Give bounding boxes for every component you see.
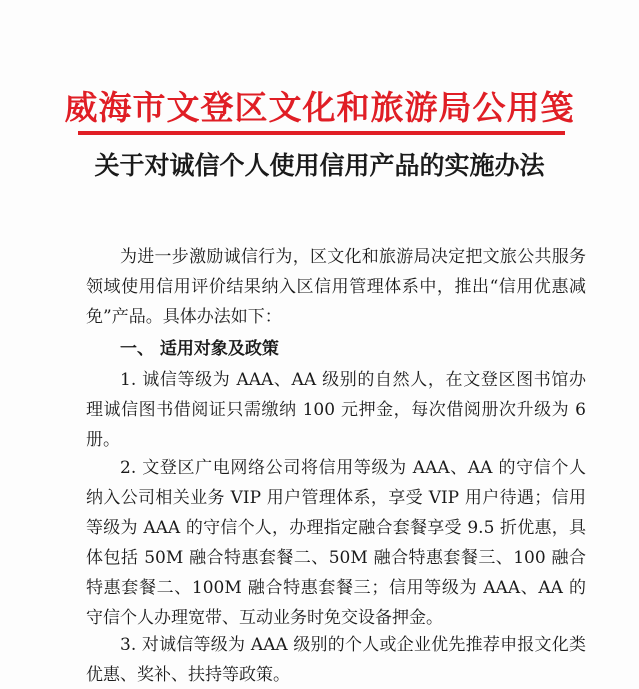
letterhead-title: 威海市文登区文化和旅游局公用笺 <box>64 88 575 127</box>
policy-item-1: 1. 诚信等级为 AAA、AA 级别的自然人，在文登区图书馆办理诚信图书借阅证只需缴纳 100 元押金，每次借阅册次升级为 6 册。 <box>86 370 586 450</box>
policy-item-3: 3. 对诚信等级为 AAA 级别的个人或企业优先推荐申报文化类优惠、奖补、扶持等政策。 <box>86 635 586 685</box>
section-heading: 一、 适用对象及政策 <box>120 339 279 359</box>
letterhead-red-rule <box>78 131 565 135</box>
intro-paragraph: 为进一步激励诚信行为，区文化和旅游局决定把文旅公共服务领域使用信用评价结果纳入区信用管理体系中，推出“信用优惠减免”产品。具体办法如下： <box>86 247 586 327</box>
policy-item-2: 2. 文登区广电网络公司将信用等级为 AAA、AA 的守信个人纳入公司相关业务 VIP 用户管理体系，享受 VIP 用户待遇；信用等级为 AAA 的守信个人，办理指定融合套餐享受 9.5 折优惠，具体包括 50M 融合特惠套餐二、50M 融合特惠套餐三、100 融合特惠套餐二、100M 融合特惠套餐三；信用等级为 AAA、AA 的守信个人办理宽带、互动业务时免交设备押金。 <box>86 458 586 628</box>
document-title: 关于对诚信个人使用信用产品的实施办法 <box>94 151 545 180</box>
